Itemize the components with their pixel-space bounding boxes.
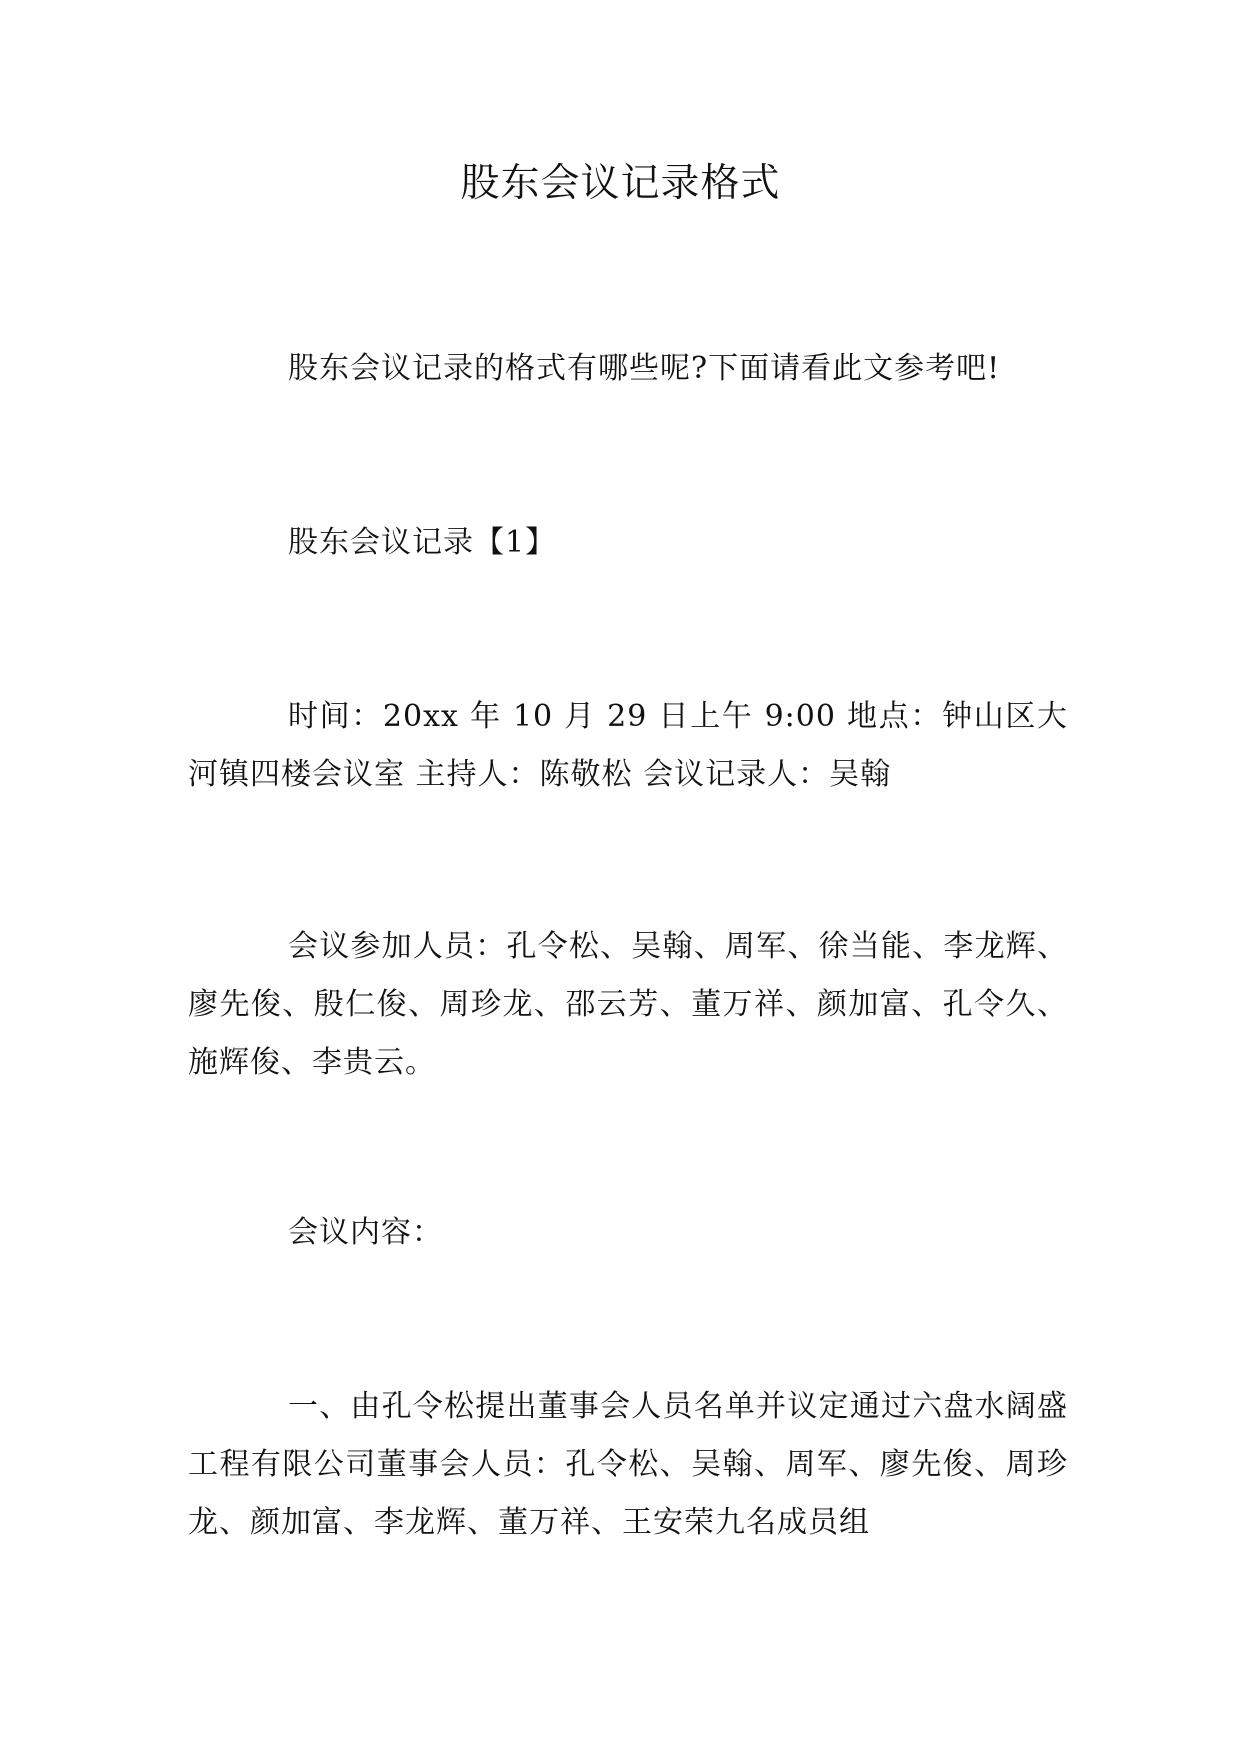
section-heading: 股东会议记录【1】 <box>288 525 557 560</box>
attendees-paragraph: 会议参加人员：孔令松、吴翰、周军、徐当能、李龙辉、廖先俊、殷仁俊、周珍龙、邵云芳、董万祥、颜加富、孔令久、施辉俊、李贵云。 <box>188 929 1068 1080</box>
intro-paragraph: 股东会议记录的格式有哪些呢?下面请看此文参考吧! <box>288 351 1001 386</box>
meeting-info-paragraph: 时间：20xx 年 10 月 29 日上午 9:00 地点：钟山区大河镇四楼会议室 主持人：陈敬松 会议记录人：吴翰 <box>188 699 1068 792</box>
content-item-paragraph: 一、由孔令松提出董事会人员名单并议定通过六盘水阔盛工程有限公司董事会人员：孔令松、吴翰、周军、廖先俊、周珍龙、颜加富、李龙辉、董万祥、王安荣九名成员组 <box>188 1389 1068 1540</box>
content-label: 会议内容： <box>288 1215 443 1250</box>
document-title: 股东会议记录格式 <box>460 161 781 206</box>
